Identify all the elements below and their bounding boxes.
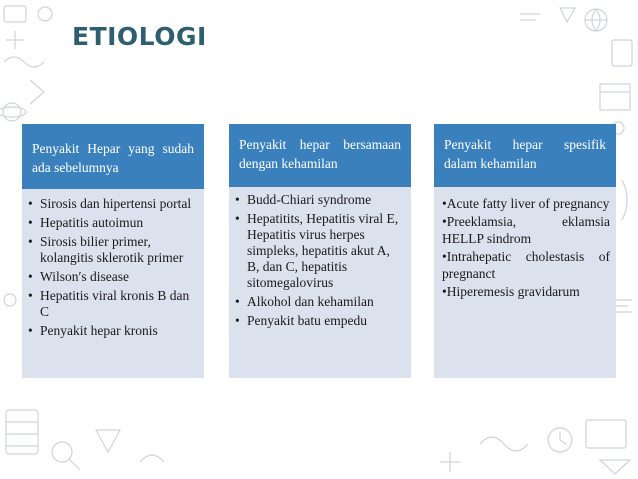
list-item: •Preeklamsia, eklamsia HELLP sindrom: [442, 214, 610, 246]
circle-doodle-icon: [38, 7, 52, 21]
small-circle-doodle-icon: [4, 294, 16, 306]
list-item: • Sirosis dan hipertensi portal: [28, 196, 198, 212]
column-header: Penyakit hepar spesifik dalam kehamilan: [434, 124, 616, 187]
bullet-list: [28, 196, 198, 339]
column-body: [22, 189, 204, 378]
column-pregnancy-specific-liver-disease: [434, 124, 616, 378]
list-item: • Hepatitits, Hepatitis viral E, Hepatitis virus herpes simpleks, hepatitis akut A, B, dan C, hepatitis sitomegalovirus: [235, 211, 405, 291]
list-item: • Hepatitis viral kronis B dan C: [28, 288, 198, 320]
flask-doodle-icon: [96, 430, 120, 452]
triangle2-doodle-icon: [600, 460, 630, 474]
column-header: Penyakit Hepar yang sudah ada sebelumnya: [22, 124, 204, 189]
list-item: • Wilson′s disease: [28, 269, 198, 285]
column-pre-existing-liver-disease: [22, 124, 204, 378]
lines-doodle-icon: [520, 14, 540, 20]
list-item: • Penyakit batu empedu: [235, 313, 405, 329]
page-title: ETIOLOGI: [72, 22, 207, 51]
calculator-doodle-icon: [4, 6, 26, 22]
atom-doodle-icon: [3, 103, 21, 121]
wave2-doodle-icon: [480, 437, 528, 451]
wave-doodle-icon: [4, 57, 44, 67]
window-doodle-icon: [600, 84, 630, 110]
column-header: Penyakit hepar bersamaan dengan kehamilan: [229, 124, 411, 187]
list-item: • Sirosis bilier primer, kolangitis sklerotik primer: [28, 234, 198, 266]
book-doodle-icon: [612, 40, 632, 66]
board-doodle-icon: [586, 420, 626, 448]
plus-doodle-icon: [6, 31, 24, 49]
list-item: •Acute fatty liver of pregnancy: [442, 196, 610, 211]
list-item: • Hepatitis autoimun: [28, 215, 198, 231]
list-item: •Hiperemesis gravidarum: [442, 284, 580, 299]
list-item: • Alkohol dan kehamilan: [235, 294, 405, 310]
column-concurrent-liver-disease: [229, 124, 411, 378]
arc-doodle-icon: [140, 455, 164, 462]
bullet-list: [235, 192, 405, 329]
list-item: •Intrahepatic cholestasis of pregnanct: [442, 249, 610, 281]
bracket-doodle-icon: [622, 180, 627, 220]
column-body: [434, 187, 616, 378]
abacus-doodle-icon: [6, 410, 38, 454]
triangle-doodle-icon: [560, 8, 575, 22]
list-item: • Budd-Chiari syndrome: [235, 192, 405, 208]
list-item: • Penyakit hepar kronis: [28, 323, 198, 339]
plus2-doodle-icon: [440, 452, 460, 472]
column-body: [229, 187, 411, 378]
chevron-doodle-icon: [30, 80, 44, 104]
